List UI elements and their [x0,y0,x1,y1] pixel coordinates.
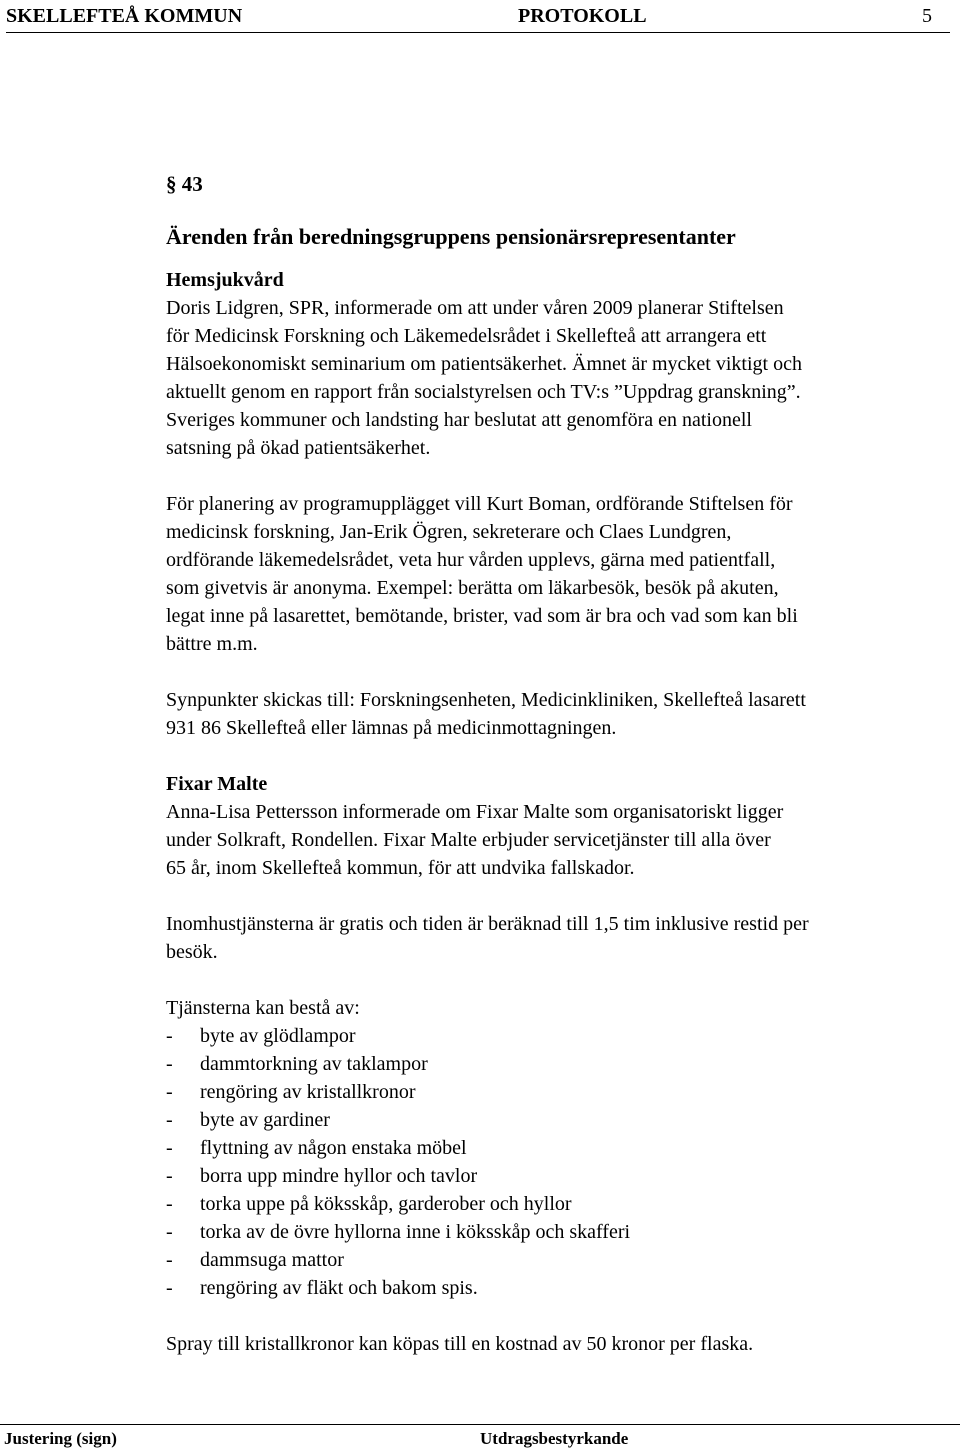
page-footer [0,1424,960,1452]
list-item [166,1246,956,1274]
list-item [166,1162,956,1190]
text-line: ordförande läkemedelsrådet, veta hur vården upplevs, gärna med patientfall, [166,549,776,571]
list-item [166,1106,956,1134]
text-line: bättre m.m. [166,633,258,655]
list-item-text: byte av gardiner [200,1109,330,1131]
text-line: legat inne på lasarettet, bemötande, brister, vad som är bra och vad som kan bli [166,605,798,627]
list-item [166,1078,956,1106]
indoor-services-paragraph [166,910,956,966]
list-dash: - [166,1025,173,1047]
certification-label: Utdragsbestyrkande [480,1429,629,1448]
subheading-fixar-malte: Fixar Malte [166,773,268,795]
text-line: Hälsoekonomiskt seminarium om patientsäkerhet. Ämnet är mycket viktigt och [166,353,802,375]
services-section [166,994,956,1302]
text-line: satsning på ökad patientsäkerhet. [166,437,431,459]
list-dash: - [166,1081,173,1103]
list-item-text: flyttning av någon enstaka möbel [200,1137,467,1159]
text-line: Synpunkter skickas till: Forskningsenheten, Medicinkliniken, Skellefteå lasarett [166,689,806,711]
list-item [166,1190,956,1218]
text-line: under Solkraft, Rondellen. Fixar Malte erbjuder servicetjänster till alla över [166,829,771,851]
list-item [166,1218,956,1246]
organization-name: SKELLEFTEÅ KOMMUN [6,5,243,27]
list-dash: - [166,1137,173,1159]
section-title: Ärenden från beredningsgruppens pensionärsrepresentanter [166,224,736,249]
list-item-text: rengöring av fläkt och bakom spis. [200,1277,478,1299]
list-dash: - [166,1109,173,1131]
text-line: som givetvis är anonyma. Exempel: berätta om läkarbesök, besök på akuten, [166,577,779,599]
list-item-text: dammsuga mattor [200,1249,344,1271]
text-line: Inomhustjänsterna är gratis och tiden är beräknad till 1,5 tim inklusive restid per [166,913,809,935]
list-item [166,1274,956,1302]
feedback-paragraph [166,686,956,742]
text-line: Doris Lidgren, SPR, informerade om att under våren 2009 planerar Stiftelsen [166,297,784,319]
hemsjukvard-intro [166,266,956,462]
text-line: Sveriges kommuner och landsting har beslutat att genomföra en nationell [166,409,752,431]
list-item-text: torka av de övre hyllorna inne i köksskåp och skafferi [200,1221,631,1243]
list-dash: - [166,1221,173,1243]
list-dash: - [166,1277,173,1299]
text-line: 931 86 Skellefteå eller lämnas på medicinmottagningen. [166,717,617,739]
list-dash: - [166,1249,173,1271]
text-line: besök. [166,941,218,963]
services-list [166,1022,956,1302]
text-line: För planering av programupplägget vill Kurt Boman, ordförande Stiftelsen för [166,493,793,515]
list-dash: - [166,1053,173,1075]
closing-line: Spray till kristallkronor kan köpas till en kostnad av 50 kronor per flaska. [166,1333,754,1355]
list-dash: - [166,1193,173,1215]
document-body [166,168,956,1358]
list-item [166,1134,956,1162]
list-item-text: rengöring av kristallkronor [200,1081,416,1103]
list-item-text: torka uppe på köksskåp, garderober och hyllor [200,1193,572,1215]
text-line: 65 år, inom Skellefteå kommun, för att undvika fallskador. [166,857,635,879]
text-line: medicinsk forskning, Jan-Erik Ögren, sekreterare och Claes Lundgren, [166,521,732,543]
text-line: Anna-Lisa Pettersson informerade om Fixar Malte som organisatoriskt ligger [166,801,784,823]
text-line: aktuellt genom en rapport från socialstyrelsen och TV:s ”Uppdrag granskning”. [166,381,801,403]
page-header [6,0,950,33]
list-item [166,1022,956,1050]
signature-label: Justering (sign) [4,1429,117,1448]
list-item [166,1050,956,1078]
planning-paragraph [166,490,956,658]
section-number: § 43 [166,172,203,196]
services-list-intro: Tjänsterna kan bestå av: [166,997,360,1019]
document-type: PROTOKOLL [518,5,647,27]
fixar-malte-intro [166,770,956,882]
text-line: för Medicinsk Forskning och Läkemedelsrådet i Skellefteå att arrangera ett [166,325,767,347]
list-item-text: borra upp mindre hyllor och tavlor [200,1165,478,1187]
subheading-hemsjukvard: Hemsjukvård [166,269,284,291]
page-number: 5 [922,5,932,27]
list-item-text: dammtorkning av taklampor [200,1053,428,1075]
list-dash: - [166,1165,173,1187]
list-item-text: byte av glödlampor [200,1025,356,1047]
